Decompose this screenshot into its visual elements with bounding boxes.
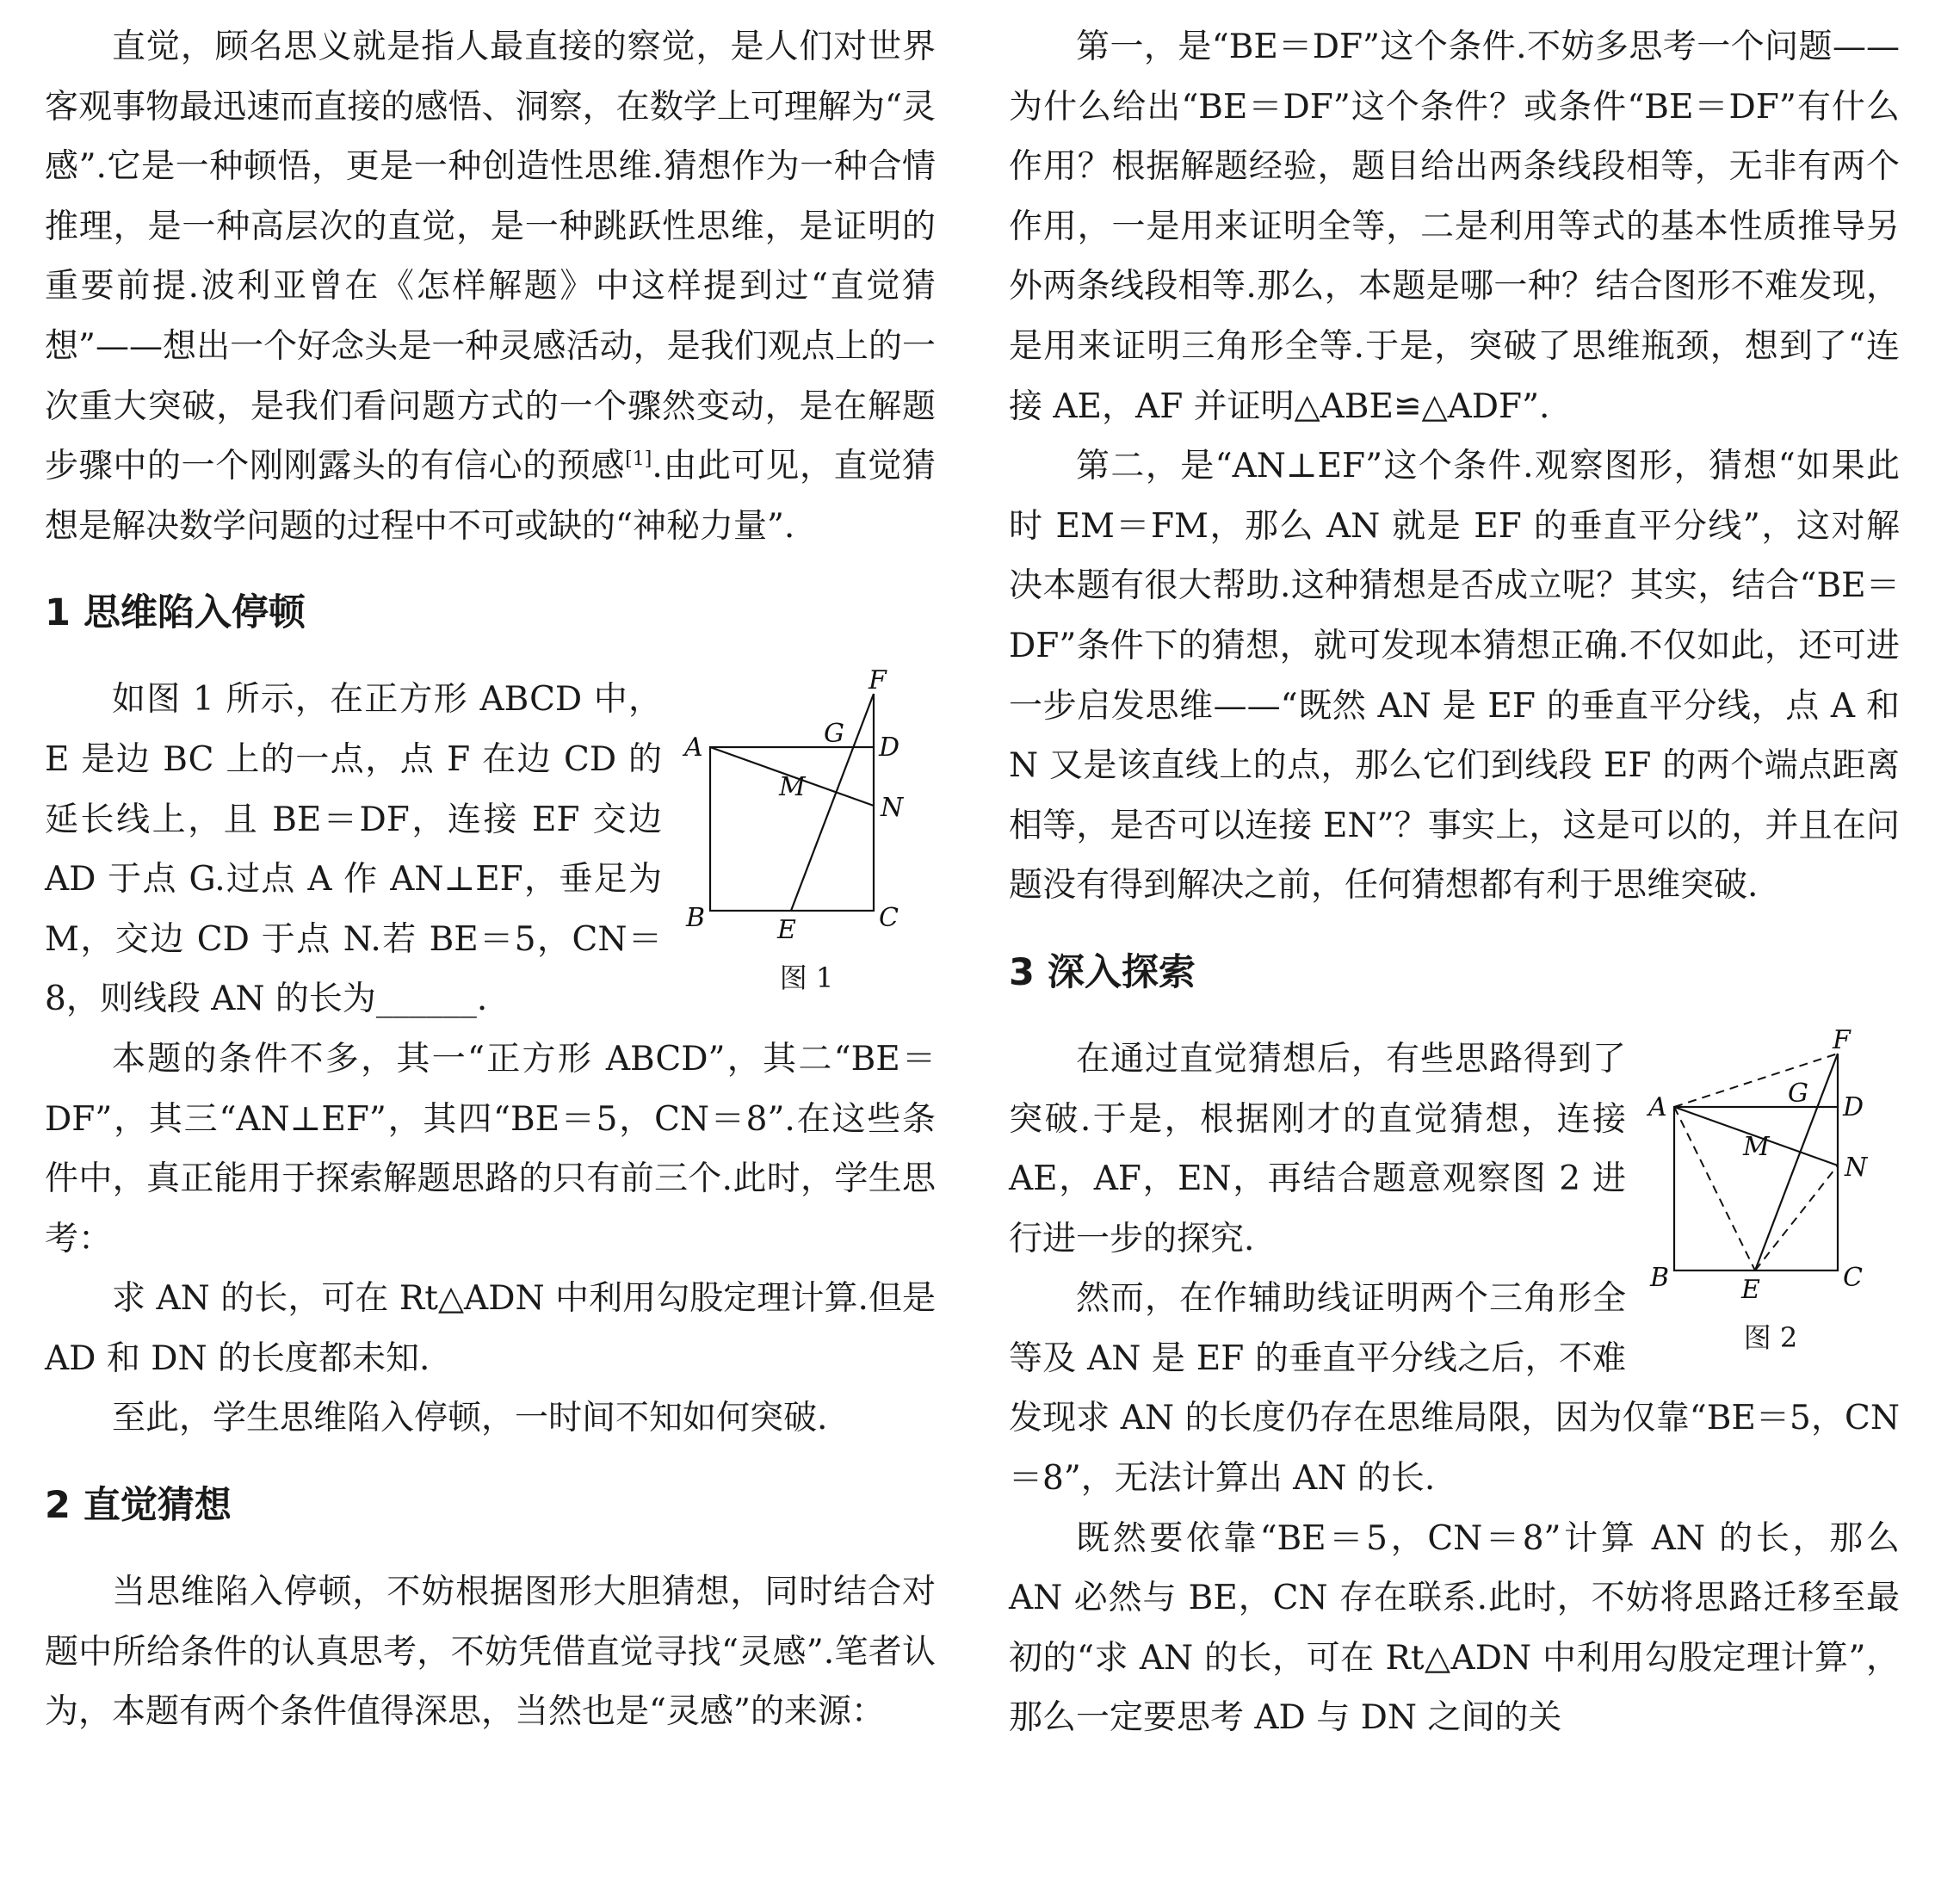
- label-c: C: [879, 903, 899, 934]
- paragraph-stuck: 至此，学生思维陷入停顿，一时间不知如何突破.: [112, 1399, 828, 1438]
- paragraph-conditions: 本题的条件不多，其一“正方形 ABCD”，其二“BE＝DF”，其三“AN⊥EF”，其四“BE＝5，CN＝8”.在这些条件中，真正能用于探索解题思路的只有前三个.此时，学生思考：: [45, 1039, 936, 1258]
- label-c: C: [1843, 1262, 1863, 1293]
- label-n: N: [1845, 1152, 1868, 1183]
- paragraph-explore: 在通过直觉猜想后，有些思路得到了突破.于是，根据刚才的直觉猜想，连接 AE，AF，EN，再结合题意观察图 2 进行进一步的探究.: [1009, 1039, 1626, 1258]
- intro-tail-text: .由此可见，直觉猜想是解决数学问题的过程中不可或缺的“神秘力量”.: [45, 447, 936, 546]
- label-n: N: [881, 793, 904, 824]
- paragraph-second-condition: 第二，是“AN⊥EF”这个条件.观察图形，猜想“如果此时 EM＝FM，那么 AN 就是 EF 的垂直平分线”，这对解决本题有很大帮助.这种猜想是否成立呢？其实，结合“BE＝DF”条件下的猜想，就可发现本猜想正确.不仅如此，还可进一步启发思维——“既然 AN 是 EF 的垂直平分线，点 A 和 N 又是该直线上的点，那么它们到线段 EF 的两个端点距离相等，是否可以连接 EN”？事实上，这是可以的，并且在问题没有得到解决之前，任何猜想都有利于思维突破.: [1009, 447, 1900, 906]
- label-e: E: [1741, 1274, 1760, 1305]
- figure-1-caption: 图 1: [779, 961, 834, 995]
- label-d: D: [879, 733, 900, 763]
- label-a: A: [684, 733, 703, 763]
- label-g: G: [1788, 1078, 1808, 1109]
- section-heading-1: 1 思维陷入停顿: [45, 591, 306, 635]
- label-e: E: [777, 915, 796, 946]
- label-b: B: [686, 903, 706, 934]
- figure-1-diagram: [677, 670, 936, 954]
- figure-2: [1641, 1029, 1900, 1355]
- label-g: G: [824, 719, 844, 750]
- paragraph-intuition: 当思维陷入停顿，不妨根据图形大胆猜想，同时结合对题中所给条件的认真思考，不妨凭借直觉寻找“灵感”.笔者认为，本题有两个条件值得深思，当然也是“灵感”的来源：: [45, 1573, 936, 1732]
- label-a: A: [1648, 1091, 1667, 1122]
- label-b: B: [1650, 1262, 1670, 1293]
- paragraph-first-condition: 第一，是“BE＝DF”这个条件.不妨多思考一个问题——为什么给出“BE＝DF”这个条件？或条件“BE＝DF”有什么作用？根据解题经验，题目给出两条线段相等，无非有两个作用，一是用来证明全等，二是利用等式的基本性质推导另外两条线段相等.那么，本题是哪一种？结合图形不难发现，是用来证明三角形全等.于是，突破了思维瓶颈，想到了“连接 AE，AF 并证明△ABE≌△ADF”.: [1009, 28, 1900, 426]
- left-column: [45, 17, 936, 1742]
- problem-paragraph: 如图 1 所示，在正方形 ABCD 中，E 是边 BC 上的一点，点 F 在边 CD 的延长线上，且 BE＝DF，连接 EF 交边 AD 于点 G.过点 A 作 AN⊥EF，垂足为 M，交边 CD 于点 N.若 BE＝5，CN＝8，则线段 AN 的长为______.: [45, 680, 662, 1019]
- label-d: D: [1843, 1091, 1864, 1122]
- intro-text: 直觉，顾名思义就是指人最直接的察觉，是人们对世界客观事物最迅速而直接的感悟、洞察，在数学上可理解为“灵感”.它是一种顿悟，更是一种创造性思维.猜想作为一种合情推理，是一种高层次的直觉，是一种跳跃性思维，是证明的重要前提.波利亚曾在《怎样解题》中这样提到过“直觉猜想”——想出一个好念头是一种灵感活动，是我们观点上的一次重大突破，是我们看问题方式的一个骤然变动，是在解题步骤中的一个刚刚露头的有信心的预感: [45, 28, 936, 486]
- paragraph-limitation: 然而，在作辅助线证明两个三角形全等及 AN 是 EF 的垂直平分线之后，不难发现求 AN 的长度仍存在思维局限，因为仅靠“BE＝5，CN＝8”，无法计算出 AN 的长.: [1009, 1279, 1900, 1499]
- label-m: M: [779, 772, 806, 803]
- figure-2-caption: 图 2: [1743, 1320, 1798, 1354]
- paragraph-relation: 既然要依靠“BE＝5，CN＝8”计算 AN 的长，那么 AN 必然与 BE，CN 存在联系.此时，不妨将思路迁移至最初的“求 AN 的长，可在 Rt△ADN 中利用勾股定理计算”，那么一定要思考 AD 与 DN 之间的关: [1009, 1518, 1900, 1738]
- figure-2-diagram: [1641, 1029, 1900, 1314]
- segment-en-dashed: [1755, 1165, 1838, 1270]
- figure-1: [677, 670, 936, 995]
- section-heading-3: 3 深入探索: [1009, 950, 1196, 994]
- label-f: F: [869, 670, 887, 696]
- label-m: M: [1743, 1131, 1770, 1162]
- label-f: F: [1833, 1029, 1851, 1055]
- section-heading-2: 2 直觉猜想: [45, 1484, 232, 1528]
- intro-paragraph: [45, 17, 936, 556]
- paragraph-pythagoras: 求 AN 的长，可在 Rt△ADN 中利用勾股定理计算.但是 AD 和 DN 的长度都未知.: [45, 1279, 936, 1378]
- right-column: [1009, 17, 1900, 1748]
- segment-af-dashed: [1674, 1054, 1838, 1107]
- citation-ref: [1]: [625, 448, 652, 471]
